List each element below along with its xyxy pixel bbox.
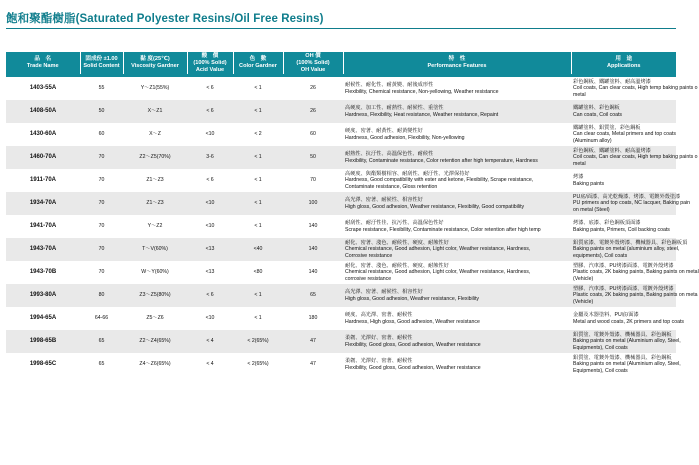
feature-line: Chemical resistance, Good adhesion, Light color, Weather resistance, Hardness, bbox=[345, 269, 531, 276]
color-cell: < 1 bbox=[233, 284, 283, 307]
feature-line: Flexibility, Good gloss, Good adhesion, Weather resistance bbox=[345, 364, 481, 371]
viscosity-cell: Y〜Z2 bbox=[123, 215, 187, 238]
trade-name-cell: 1408-50A bbox=[6, 100, 80, 123]
application-line: PU底/面漆、高光乾燥漆、烤漆、電鍍外殼塗漆 bbox=[573, 193, 681, 200]
feature-line: Hardness, Good compatibility with ester and ketone, Flexibility, Scrape resistance, bbox=[345, 177, 534, 184]
applications-cell bbox=[571, 353, 681, 376]
color-cell: < 2(65%) bbox=[233, 353, 283, 376]
features-cell bbox=[343, 192, 571, 215]
applications-cell bbox=[571, 238, 688, 261]
acid-value-cell: < 6 bbox=[187, 100, 233, 123]
oh-value-cell: 140 bbox=[283, 261, 343, 284]
color-cell: < 1 bbox=[233, 215, 283, 238]
color-cell: < 1 bbox=[233, 169, 283, 192]
header-performance-features: 特 性 Performance Features bbox=[343, 52, 571, 76]
application-line: metal bbox=[573, 160, 586, 167]
features-cell bbox=[343, 215, 571, 238]
table-row bbox=[6, 192, 676, 215]
trade-name-cell: 1943-70A bbox=[6, 238, 80, 261]
application-line: 烤漆 bbox=[573, 174, 584, 181]
table-header-row bbox=[6, 52, 676, 76]
application-line: Baking paints on metal (Aluminium alloy, Steel, bbox=[573, 338, 681, 345]
application-line: Plastic coats, 2K baking paints, Baking paints on metal bbox=[573, 269, 699, 276]
oh-value-cell: 140 bbox=[283, 238, 343, 261]
viscosity-cell: Z5〜Z6 bbox=[123, 307, 187, 330]
feature-line: 高光澤、密著、耐候性、相容性好 bbox=[345, 197, 423, 204]
table-row bbox=[6, 146, 676, 169]
feature-line: 耐候性、耐化性、耐黃變、耐後成形性 bbox=[345, 82, 434, 89]
feature-line: Flexibility, Chemical resistance, Non-yellowing, Weather resistance bbox=[345, 88, 499, 95]
application-line: Baking paints on metal (Aluminium alloy, Steel, bbox=[573, 361, 681, 368]
features-cell bbox=[343, 307, 571, 330]
features-cell bbox=[343, 123, 571, 146]
trade-name-cell: 1998-65B bbox=[6, 330, 80, 353]
solid-content-cell: 70 bbox=[80, 146, 123, 169]
features-cell bbox=[343, 169, 571, 192]
acid-value-cell: <10 bbox=[187, 192, 233, 215]
viscosity-cell: W〜Y(60%) bbox=[123, 261, 187, 284]
viscosity-cell: X〜Z1 bbox=[123, 100, 187, 123]
solid-content-cell: 70 bbox=[80, 238, 123, 261]
trade-name-cell: 1403-55A bbox=[6, 76, 80, 101]
application-line: 塑膠、汽車漆、PU烤漆面漆、電鍍外殼烤漆 bbox=[573, 285, 674, 292]
feature-line: 耐刮性、耐汙性佳、抗污性、高溫保色性好 bbox=[345, 220, 444, 227]
application-line: (Aluminum alloy) bbox=[573, 137, 612, 144]
oh-value-cell: 140 bbox=[283, 215, 343, 238]
application-line: 彩色鋼板、鐵罐塗料、耐高溫烤漆 bbox=[573, 147, 651, 154]
solid-content-cell: 65 bbox=[80, 330, 123, 353]
feature-line: Flexibility, Good gloss, Good adhesion, Weather resistance bbox=[345, 341, 481, 348]
solid-content-cell: 70 bbox=[80, 169, 123, 192]
trade-name-cell: 1430-60A bbox=[6, 123, 80, 146]
oh-value-cell: 100 bbox=[283, 192, 343, 215]
application-line: (Vehicle) bbox=[573, 298, 594, 305]
oh-value-cell: 70 bbox=[283, 169, 343, 192]
features-cell bbox=[343, 353, 571, 376]
application-line: 鋁質塗、電鍍外殼漆、機械器具、彩色鋼板 bbox=[573, 354, 672, 361]
header-color: 色 數 Color Gardner bbox=[233, 52, 283, 76]
trade-name-cell: 1994-65A bbox=[6, 307, 80, 330]
acid-value-cell: < 6 bbox=[187, 284, 233, 307]
viscosity-cell: T〜V(60%) bbox=[123, 238, 187, 261]
feature-line: 高硬度、加工性、耐熱性、耐候性、重塗性 bbox=[345, 105, 444, 112]
applications-cell bbox=[571, 76, 698, 101]
application-line: 鋁質底漆、電鍍外殼烤漆、機械器具、彩色鋼板頂 bbox=[573, 239, 688, 246]
table-row bbox=[6, 238, 676, 261]
acid-value-cell: <13 bbox=[187, 261, 233, 284]
color-cell: < 1 bbox=[233, 192, 283, 215]
viscosity-cell: X〜Z bbox=[123, 123, 187, 146]
feature-line: 耐化、密著、淺色、耐候性、硬度、耐蝕性好 bbox=[345, 262, 449, 269]
oh-value-cell: 60 bbox=[283, 123, 343, 146]
trade-name-cell: 1934-70A bbox=[6, 192, 80, 215]
acid-value-cell: <13 bbox=[187, 238, 233, 261]
table-row bbox=[6, 261, 676, 284]
table-row bbox=[6, 169, 676, 192]
solid-content-cell: 70 bbox=[80, 261, 123, 284]
features-cell bbox=[343, 261, 571, 284]
table-row bbox=[6, 100, 676, 123]
application-line: Equipments), Coil coats bbox=[573, 367, 628, 374]
table-row bbox=[6, 353, 676, 376]
table-row bbox=[6, 330, 676, 353]
solid-content-cell: 70 bbox=[80, 215, 123, 238]
applications-cell bbox=[571, 330, 681, 353]
header-solid-content: 固成份 ±1.00 Solid Content bbox=[80, 52, 123, 76]
application-line: Can coats, Coil coats bbox=[573, 111, 623, 118]
feature-line: 耐熱性、抗汙性、高溫保色性、耐候性 bbox=[345, 151, 434, 158]
oh-value-cell: 47 bbox=[283, 330, 343, 353]
application-line: equipments), Coil coats bbox=[573, 252, 628, 259]
application-line: (Vehicle) bbox=[573, 275, 594, 282]
application-line: Coil coats, Can clear coats, High temp baking paints o bbox=[573, 85, 698, 92]
trade-name-cell: 1993-80A bbox=[6, 284, 80, 307]
application-line: 金屬及木器塗料、PU底/面漆 bbox=[573, 312, 639, 319]
applications-cell bbox=[571, 146, 698, 169]
applications-cell bbox=[571, 100, 676, 123]
solid-content-cell: 80 bbox=[80, 284, 123, 307]
application-line: Baking paints, Primers, Coil backing coats bbox=[573, 226, 670, 233]
header-trade-name: 品 名 Trade Name bbox=[6, 52, 80, 76]
features-cell bbox=[343, 100, 571, 123]
title-underline bbox=[6, 28, 676, 29]
resin-spec-table bbox=[6, 52, 699, 376]
oh-value-cell: 26 bbox=[283, 100, 343, 123]
table-body bbox=[6, 76, 699, 377]
feature-line: 硬度、密著、耐黃性、耐黃變性好 bbox=[345, 128, 423, 135]
feature-line: High gloss, Good adhesion, Weather resistance, Flexibility, Good compatibility bbox=[345, 203, 525, 210]
table-row bbox=[6, 284, 676, 307]
table-row bbox=[6, 215, 676, 238]
table-row bbox=[6, 307, 676, 330]
header-viscosity: 黏 度(25℃) Viscosity Gardner bbox=[123, 52, 187, 76]
table-row bbox=[6, 123, 676, 146]
applications-cell bbox=[571, 192, 691, 215]
color-cell: < 2 bbox=[233, 123, 283, 146]
features-cell bbox=[343, 238, 571, 261]
applications-cell bbox=[571, 307, 685, 330]
feature-line: Corrosive resistance bbox=[345, 252, 393, 259]
trade-name-cell: 1460-70A bbox=[6, 146, 80, 169]
application-line: Can clear coats, Metal primers and top coats bbox=[573, 131, 676, 138]
feature-line: 高光澤、密著、耐候性、相容性好 bbox=[345, 289, 423, 296]
feature-line: Flexibility, Contaminate resistance, Color retention after high temperature, Hardness bbox=[345, 157, 538, 164]
feature-line: Scrape resistance, Flexibility, Contaminate resistance, Color retention after high temp bbox=[345, 226, 541, 233]
header-applications: 用 途 Applications bbox=[571, 52, 676, 76]
application-line: Coil coats, Can clear coats, High temp baking paints o bbox=[573, 154, 698, 161]
applications-cell bbox=[571, 123, 676, 146]
application-line: Baking paints bbox=[573, 180, 605, 187]
page-title: 飽和聚酯樹脂(Saturated Polyester Resins/Oil Free Resins) bbox=[6, 13, 324, 25]
solid-content-cell: 64-66 bbox=[80, 307, 123, 330]
application-line: Baking paints on metal (aluminium alloy, steel, bbox=[573, 246, 680, 253]
solid-content-cell: 60 bbox=[80, 123, 123, 146]
applications-cell bbox=[571, 215, 676, 238]
application-line: Equipments), Coil coats bbox=[573, 344, 628, 351]
solid-content-cell: 70 bbox=[80, 192, 123, 215]
color-cell: < 2(65%) bbox=[233, 330, 283, 353]
oh-value-cell: 50 bbox=[283, 146, 343, 169]
viscosity-cell: Z1〜Z3 bbox=[123, 169, 187, 192]
viscosity-cell: Z3〜Z5(80%) bbox=[123, 284, 187, 307]
acid-value-cell: < 4 bbox=[187, 330, 233, 353]
application-line: 塑膠、汽車漆、PU烤漆面漆、電鍍外殼烤漆 bbox=[573, 262, 674, 269]
viscosity-cell: Z1〜Z3 bbox=[123, 192, 187, 215]
trade-name-cell: 1943-70B bbox=[6, 261, 80, 284]
feature-line: 柔韌、光澤好、密著、耐候性 bbox=[345, 358, 413, 365]
viscosity-cell: Z2〜Z4(65%) bbox=[123, 330, 187, 353]
header-acid-value: 酸 價 (100% Solid) Acid Value bbox=[187, 52, 233, 76]
acid-value-cell: <10 bbox=[187, 307, 233, 330]
feature-line: Contaminate resistance, Gloss retention bbox=[345, 183, 438, 190]
application-line: metal bbox=[573, 91, 586, 98]
oh-value-cell: 65 bbox=[283, 284, 343, 307]
header-oh-value: OH 價 (100% Solid) OH Value bbox=[283, 52, 343, 76]
application-line: 鐵罐塗料、彩色鋼板 bbox=[573, 105, 620, 112]
acid-value-cell: < 6 bbox=[187, 76, 233, 101]
solid-content-cell: 55 bbox=[80, 76, 123, 101]
color-cell: <80 bbox=[233, 261, 283, 284]
feature-line: 耐化、密著、淺色、耐候性、硬度、耐蝕性好 bbox=[345, 239, 449, 246]
applications-cell bbox=[571, 284, 698, 307]
color-cell: <40 bbox=[233, 238, 283, 261]
application-line: Metal and wood coats, 2K primers and top coats bbox=[573, 318, 685, 325]
viscosity-cell: Y〜Z1(55%) bbox=[123, 76, 187, 101]
feature-line: Hardness, Flexibility, Heat resistance, Weather resistance, Repaint bbox=[345, 111, 499, 118]
feature-line: 柔韌、光澤好、密著、耐候性 bbox=[345, 335, 413, 342]
acid-value-cell: <10 bbox=[187, 215, 233, 238]
trade-name-cell: 1911-70A bbox=[6, 169, 80, 192]
feature-line: corrosive resistance bbox=[345, 275, 392, 282]
acid-value-cell: < 6 bbox=[187, 169, 233, 192]
application-line: 烤漆、底漆、彩色鋼板頂面漆 bbox=[573, 220, 641, 227]
color-cell: < 1 bbox=[233, 307, 283, 330]
application-line: 彩色鋼板、鐵罐塗料、耐高溫烤漆 bbox=[573, 78, 651, 85]
features-cell bbox=[343, 146, 571, 169]
application-line: 鐵罐塗料、鋁質塗、彩色鋼板 bbox=[573, 124, 641, 131]
solid-content-cell: 65 bbox=[80, 353, 123, 376]
features-cell bbox=[343, 330, 571, 353]
features-cell bbox=[343, 284, 571, 307]
color-cell: < 1 bbox=[233, 100, 283, 123]
application-line: on metal (Steel) bbox=[573, 206, 610, 213]
application-line: Plastic coats, 2K baking paints, Baking paints on meta bbox=[573, 292, 698, 299]
viscosity-cell: Z2〜Z5(70%) bbox=[123, 146, 187, 169]
color-cell: < 1 bbox=[233, 76, 283, 101]
table-row bbox=[6, 76, 676, 101]
application-line: 鋁質塗、電鍍外殼漆、機械器具、彩色鋼板 bbox=[573, 331, 672, 338]
oh-value-cell: 180 bbox=[283, 307, 343, 330]
oh-value-cell: 26 bbox=[283, 76, 343, 101]
trade-name-cell: 1998-65C bbox=[6, 353, 80, 376]
feature-line: Chemical resistance, Good adhesion, Light color, Weather resistance, Hardness, bbox=[345, 246, 531, 253]
feature-line: High gloss, Good adhesion, Weather resistance, Flexibility bbox=[345, 295, 479, 302]
features-cell bbox=[343, 76, 571, 101]
feature-line: Hardness, Good adhesion, Flexibility, Non-yellowing bbox=[345, 134, 465, 141]
applications-cell bbox=[571, 169, 676, 192]
solid-content-cell: 50 bbox=[80, 100, 123, 123]
acid-value-cell: <10 bbox=[187, 123, 233, 146]
feature-line: Hardness, High gloss, Good adhesion, Weather resistance bbox=[345, 318, 480, 325]
acid-value-cell: 3-6 bbox=[187, 146, 233, 169]
oh-value-cell: 47 bbox=[283, 353, 343, 376]
feature-line: 硬度、高光澤、密著、耐候性 bbox=[345, 312, 413, 319]
feature-line: 高硬度、與酯類樹相容、耐刮性、耐汙性、光澤保持好 bbox=[345, 170, 470, 177]
color-cell: < 1 bbox=[233, 146, 283, 169]
applications-cell bbox=[571, 261, 699, 284]
application-line: PU primers and top coats, NC lacquer, Baking pain bbox=[573, 200, 691, 207]
acid-value-cell: < 4 bbox=[187, 353, 233, 376]
trade-name-cell: 1941-70A bbox=[6, 215, 80, 238]
viscosity-cell: Z4〜Z6(65%) bbox=[123, 353, 187, 376]
